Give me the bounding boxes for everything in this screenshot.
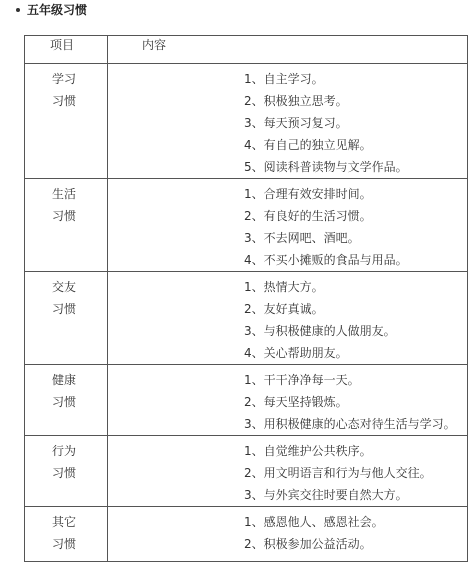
content-cell: [108, 436, 468, 507]
content-item: 1、热情大方。: [244, 280, 324, 294]
habits-table: [24, 35, 468, 562]
header-project: 项目: [25, 36, 108, 64]
table-row: [25, 179, 468, 272]
content-item: 1、感恩他人、感恩社会。: [244, 515, 384, 529]
content-item: 4、有自己的独立见解。: [244, 138, 372, 152]
content-item: 1、自主学习。: [244, 72, 324, 86]
category-cell: [25, 64, 108, 179]
content-item: 3、与外宾交往时要自然大方。: [244, 488, 408, 502]
category-cell: [25, 436, 108, 507]
content-item: 4、不买小摊贩的食品与用品。: [244, 253, 408, 267]
category-label: 习惯: [52, 302, 77, 316]
category-cell: [25, 272, 108, 365]
table-body: [25, 64, 468, 562]
content-item: 1、干干净净每一天。: [244, 373, 360, 387]
content-item: 5、阅读科普读物与文学作品。: [244, 160, 408, 174]
category-cell: [25, 179, 108, 272]
content-item: 2、积极独立思考。: [244, 94, 348, 108]
content-item: 3、与积极健康的人做朋友。: [244, 324, 396, 338]
content-cell: [108, 507, 468, 562]
content-item: 3、用积极健康的心态对待生活与学习。: [244, 417, 456, 431]
heading-text: 五年级习惯: [27, 3, 88, 17]
table-header-row: [25, 36, 468, 64]
category-label: 习惯: [52, 466, 77, 480]
content-item: 2、每天坚持锻炼。: [244, 395, 348, 409]
category-label: 行为: [52, 444, 77, 458]
category-label: 习惯: [52, 209, 77, 223]
content-cell: [108, 272, 468, 365]
category-label: 学习: [52, 72, 77, 86]
content-cell: [108, 365, 468, 436]
category-label: 习惯: [52, 395, 77, 409]
content-cell: [108, 64, 468, 179]
category-cell: [25, 365, 108, 436]
content-item: 2、积极参加公益活动。: [244, 537, 372, 551]
category-label: 其它: [52, 515, 77, 529]
category-cell: [25, 507, 108, 562]
category-label: 习惯: [52, 537, 77, 551]
table-row: [25, 272, 468, 365]
table-row: [25, 436, 468, 507]
bullet-icon: [16, 8, 20, 12]
category-label: 健康: [52, 373, 77, 387]
content-item: 2、有良好的生活习惯。: [244, 209, 372, 223]
content-item: 1、自觉维护公共秩序。: [244, 444, 372, 458]
content-item: 4、关心帮助朋友。: [244, 346, 348, 360]
section-heading: [16, 2, 87, 18]
table-row: [25, 365, 468, 436]
category-label: 交友: [52, 280, 77, 294]
content-item: 3、每天预习复习。: [244, 116, 348, 130]
content-item: 1、合理有效安排时间。: [244, 187, 372, 201]
header-content: 内容: [108, 36, 468, 64]
table-row: [25, 64, 468, 179]
content-item: 2、友好真诚。: [244, 302, 324, 316]
content-item: 3、不去网吧、酒吧。: [244, 231, 360, 245]
table-row: [25, 507, 468, 562]
category-label: 生活: [52, 187, 77, 201]
category-label: 习惯: [52, 94, 77, 108]
content-cell: [108, 179, 468, 272]
content-item: 2、用文明语言和行为与他人交往。: [244, 466, 432, 480]
